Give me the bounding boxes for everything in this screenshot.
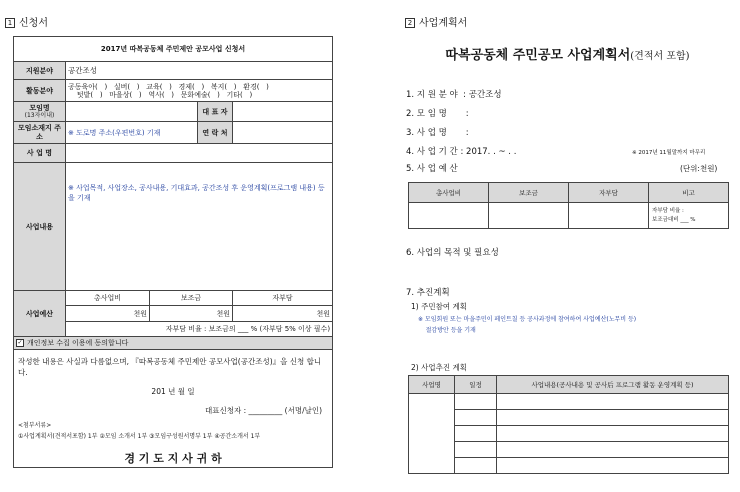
project-name-label: 사 업 명 [14, 144, 66, 163]
schedule-content-cell[interactable] [497, 442, 729, 458]
application-form-table [13, 36, 333, 468]
date-line: 201 년 월 일 [151, 387, 195, 396]
plan-budget-table [408, 182, 729, 229]
address-label: 모임소재지 주소 [14, 122, 66, 144]
schedule-content-cell[interactable] [497, 410, 729, 426]
plan-budget-header-self: 자부담 [569, 183, 649, 203]
plan-title-suffix: (견적서 포함) [630, 51, 690, 62]
budget-self-input[interactable]: 천원 [233, 306, 333, 322]
participation-note-2: 절감방안 등을 기재 [418, 327, 476, 334]
participation-heading: 1) 주민참여 계획 [411, 302, 467, 311]
item-1-value: : 공간조성 [463, 90, 502, 100]
item-1 [406, 88, 502, 100]
activity-line-1: 공동육아( ) 실버( ) 교육( ) 경제( ) 복지( ) 환경( ) [68, 82, 269, 91]
item-5-unit: (단위:천원) [680, 164, 718, 173]
applicant-signature-line[interactable]: 대표신청자 : _________ (서명/날인) [205, 406, 323, 415]
item-4-label: 4. 사 업 기 간 [406, 147, 458, 157]
right-section-header [405, 14, 467, 29]
schedule-header-name: 사업명 [409, 376, 455, 394]
item-4-note: ※ 2017년 11월말까지 마무리 [632, 150, 706, 156]
schedule-date-cell[interactable] [455, 394, 497, 410]
item-2-value[interactable]: : [465, 109, 469, 119]
application-title: 2017년 따복공동체 주민제안 공모사업 신청서 [14, 37, 333, 62]
schedule-content-cell[interactable] [497, 426, 729, 442]
plan-budget-header-subsidy: 보조금 [489, 183, 569, 203]
plan-budget-remark [649, 203, 729, 229]
field-label: 지원분야 [14, 62, 66, 80]
purpose-heading: 6. 사업의 목적 및 필요성 [406, 248, 499, 258]
plan-budget-note-2[interactable]: 보조금대비 ___ % [652, 216, 696, 223]
contact-input[interactable] [233, 122, 333, 144]
budget-total-input[interactable]: 천원 [66, 306, 150, 322]
project-name-input[interactable] [66, 144, 333, 163]
schedule-content-cell[interactable] [497, 458, 729, 474]
addressee-footer: 경 기 도 지 사 귀 하 [124, 452, 222, 465]
content-input[interactable]: ※ 사업목적, 사업장소, 공사내용, 기대효과, 공간조성 후 운영계획(프로그램 내용) 등을 기재 [66, 163, 333, 291]
plan-title [405, 44, 730, 63]
participation-note-1: ※ 모임회원 또는 마을주민이 페인트칠 등 공사과정에 참여하여 사업예산(노무비 등) [418, 316, 637, 323]
plan-budget-subsidy-input[interactable] [489, 203, 569, 229]
declaration-statement: 작성한 내용은 사실과 다름없으며, 『따복공동체 주민제안 공모사업(공간조성)』을 신청 합니다. [18, 357, 322, 377]
plan-title-main: 따복공동체 주민공모 사업계획서 [445, 48, 631, 63]
item-5-label: 5. 사 업 예 산 [406, 164, 458, 174]
plan-budget-note-1: 자부담 비율 : [652, 207, 684, 214]
group-name-input[interactable] [66, 102, 198, 122]
right-section-label: 사업계획서 [419, 18, 468, 29]
address-input[interactable]: ※ 도로명 주소(우편번호) 기재 [66, 122, 198, 144]
activity-label: 활동분야 [14, 80, 66, 102]
plan-budget-header-total: 총사업비 [409, 183, 489, 203]
consent-text: 개인정보 수집 이용에 동의합니다 [27, 339, 129, 347]
plan-budget-total-input[interactable] [409, 203, 489, 229]
rep-label: 대 표 자 [198, 102, 233, 122]
item-2 [406, 107, 469, 119]
budget-label: 사업예산 [14, 291, 66, 337]
section-marker-1: 1 [5, 18, 15, 28]
schedule-header-date: 일정 [455, 376, 497, 394]
budget-subsidy-input[interactable]: 천원 [150, 306, 233, 322]
item-3 [406, 126, 469, 138]
attachments-list: ①사업계획서(견적서포함) 1부 ②모임 소개서 1부 ③모임구성원서명부 1부 ④공간소개서 1부 [18, 433, 261, 440]
rep-input[interactable] [233, 102, 333, 122]
schedule-content-cell[interactable] [497, 394, 729, 410]
left-section-header [5, 14, 48, 29]
budget-header-subsidy: 보조금 [150, 291, 233, 306]
attachments-title: <첨부서류> [18, 422, 52, 429]
group-name-label [14, 102, 66, 122]
schedule-date-cell[interactable] [455, 442, 497, 458]
item-2-label: 2. 모 임 명 [406, 109, 447, 119]
schedule-date-cell[interactable] [455, 426, 497, 442]
schedule-heading: 2) 사업추진 계획 [411, 363, 467, 372]
activity-options[interactable] [66, 80, 333, 102]
schedule-header-content: 사업내용(공사내용 및 공사后 프로그램 활동 운영계획 등) [497, 376, 729, 394]
consent-checkbox[interactable]: ✓ [17, 339, 23, 346]
schedule-name-cell[interactable] [409, 394, 455, 474]
plan-heading: 7. 추진계획 [406, 288, 450, 298]
contact-label: 연 락 처 [198, 122, 233, 144]
plan-budget-self-input[interactable] [569, 203, 649, 229]
item-3-value[interactable]: : [465, 128, 469, 138]
left-section-label: 신청서 [19, 18, 48, 29]
schedule-table [408, 375, 729, 474]
schedule-date-cell[interactable] [455, 410, 497, 426]
self-burden-note: 자부담 비율 : 보조금의 ___ % (자부담 5% 이상 필수) [66, 322, 333, 337]
budget-header-total: 총사업비 [66, 291, 150, 306]
section-marker-2: 2 [405, 18, 415, 28]
group-name-text: 모임명 [29, 103, 50, 112]
consent-row[interactable] [14, 337, 333, 350]
schedule-date-cell[interactable] [455, 458, 497, 474]
plan-budget-header-remark: 비고 [649, 183, 729, 203]
content-label: 사업내용 [14, 163, 66, 291]
item-4 [406, 145, 516, 157]
item-4-value[interactable]: : 2017. . ~ . . [460, 147, 517, 157]
item-3-label: 3. 사 업 명 [406, 128, 447, 138]
declaration-cell [14, 350, 333, 468]
field-value[interactable]: 공간조성 [66, 62, 333, 80]
activity-line-2: 텃밭( ) 마을상( ) 역사( ) 문화예술( ) 기타( ) [68, 90, 253, 99]
item-1-label: 1. 지 원 분 야 [406, 90, 458, 100]
budget-header-self: 자부담 [233, 291, 333, 306]
group-name-sub: (13자이내) [24, 111, 55, 119]
